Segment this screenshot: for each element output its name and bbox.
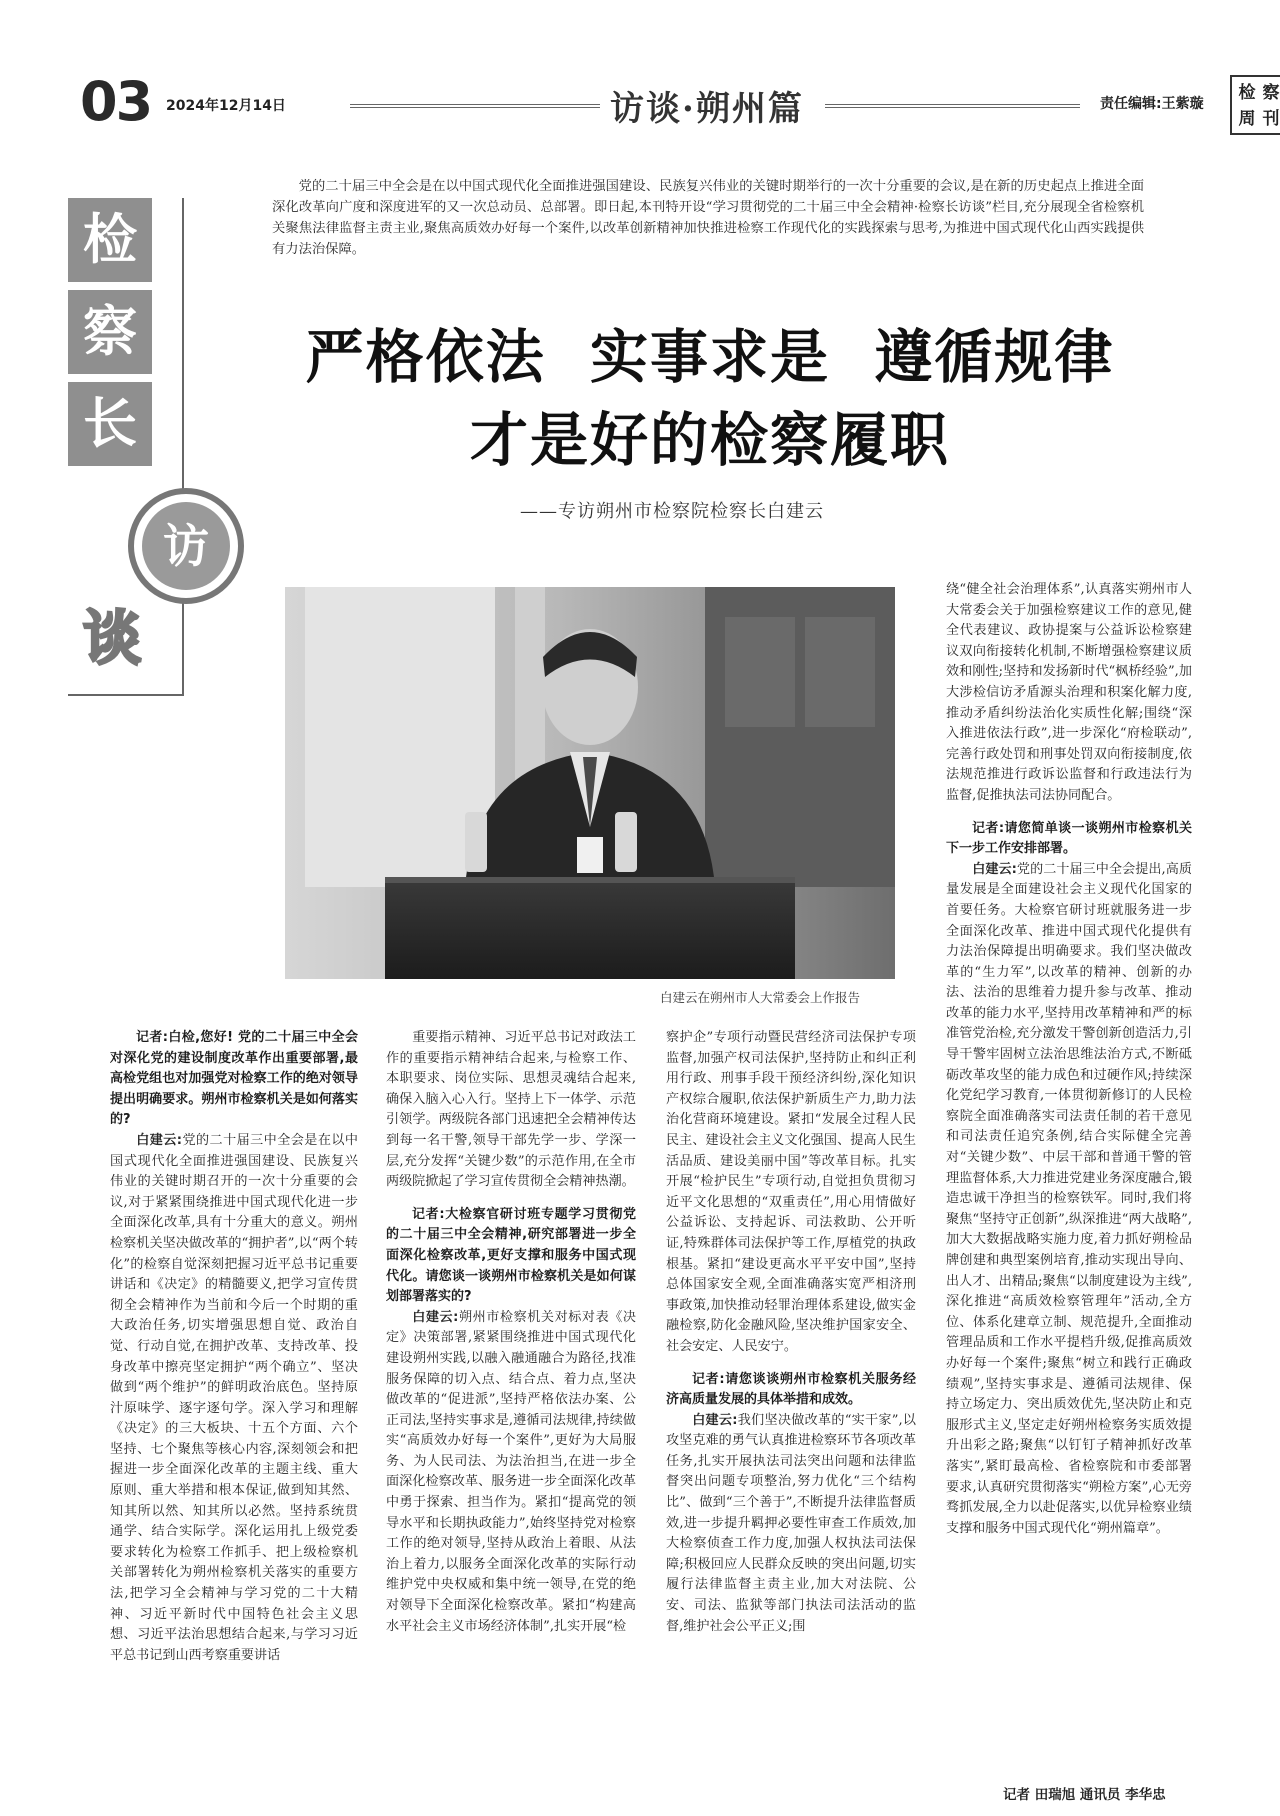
badge-char: 长: [68, 382, 152, 466]
speaker-label: 白建云:: [412, 1309, 459, 1325]
body-paragraph: 绕“健全社会治理体系”,认真落实朔州市人大常委会关于加强检察建议工作的意见,健全代表建议、政协提案与公益诉讼检察建议双向衔接转化机制,不断增强检察建议质效和刚性;坚持和发扬新时代“枫桥经验”,加大涉检信访矛盾源头治理和积案化解力度,推动矛盾纠纷法治化实质性化解;围绕“深入推进依法行政”,进一步深化“府检联动”,完善行政处罚和刑事处罚双向衔接制度,依法规范推进行政诉讼监督和行政违法行为监督,促推执法司法协同配合。: [946, 582, 1192, 803]
speaker-label: 白建云:: [692, 1412, 738, 1428]
badge-char: 谈: [82, 604, 141, 672]
byline: 记者 田瑞旭 通讯员 李华忠: [1003, 1787, 1166, 1803]
body-paragraph: 重要指示精神、习近平总书记对政法工作的重要指示精神结合起来,与检察工作、本职要求、岗位实际、思想灵魂结合起来,确保入脑入心入行。坚持上下一体学、示范引领学。两级院各部门迅速把全会精神传达到每一名干警,领导干部先学一步、学深一层,充分发挥“关键少数”的示范作用,在全市两级院掀起了学习宣传贯彻全会精神热潮。: [386, 1030, 636, 1190]
answer-paragraph: [110, 1131, 358, 1666]
logo-char: 周: [1238, 109, 1256, 129]
page-header: [80, 70, 1280, 140]
speaker-label: 白建云:: [972, 861, 1017, 877]
intro-paragraph: 党的二十届三中全会是在以中国式现代化全面推进强国建设、民族复兴伟业的关键时期举行的一次十分重要的会议,是在新的历史起点上推进全面深化改革向广度和深度进军的又一次总动员、总部署。即日起,本刊特开设“学习贯彻党的二十届三中全会精神·检察长访谈”栏目,充分展现全省检察机关聚焦法律监督主责主业,聚焦高质效办好每一个案件,以改革创新精神加快推进检察工作现代化的实践探索与思考,为推进中国式现代化山西实践提供有力法治保障。: [272, 179, 1144, 257]
headline-line-1: 严格依法 实事求是 遵循规律: [305, 323, 1115, 391]
publication-logo: [1230, 75, 1280, 135]
article-photo: [285, 587, 895, 979]
article-column-2: [386, 1028, 636, 1780]
logo-char: 刊: [1262, 109, 1280, 129]
header-rule-left: [350, 104, 600, 108]
badge-char: 察: [68, 290, 152, 374]
reporter-question: 记者:请您谈谈朔州市检察机关服务经济高质量发展的具体举措和成效。: [666, 1371, 916, 1408]
header-rule-right: [825, 104, 1080, 108]
body-paragraph: 察护企”专项行动暨民营经济司法保护专项监督,加强产权司法保护,坚持防止和纠正利用行政、刑事手段干预经济纠纷,深化知识产权综合履职,依法保护新质生产力,助力法治化营商环境建设。紧扣“发展全过程人民民主、建设社会主义文化强国、提高人民生活品质、建设美丽中国”等改革目标。扎实开展“检护民生”专项行动,自觉担负贯彻习近平文化思想的“双重责任”,用心用情做好公益诉讼、支持起诉、司法救助、公开听证,特殊群体司法保护等工作,厚植党的执政根基。紧扣“建设更高水平平安中国”,坚持总体国家安全观,全面准确落实宽严相济刑事政策,加快推动轻罪治理体系建设,做实金融检察,防化金融风险,坚决维护国家安全、社会安定、人民安宁。: [666, 1030, 916, 1354]
responsible-editor: 责任编辑:王紫璇: [1100, 96, 1204, 112]
article-column-1: [110, 1028, 358, 1780]
answer-paragraph: [386, 1308, 636, 1638]
badge-line: [68, 694, 184, 696]
answer-text: 朔州市检察机关对标对表《决定》决策部署,紧紧围绕推进中国式现代化建设朔州实践,以融入融通融合为路径,找准服务保障的切入点、结合点、着力点,坚决做改革的“促进派”,坚持严格依法办案、公正司法,坚持实事求是,遵循司法规律,持续做实“高质效办好每一个案件”,更好为大局服务、为人民司法、为法治担当,在进一步全面深化检察改革、服务进一步全面深化改革中勇于探索、担当作为。紧扣“提高党的领导水平和长期执政能力”,始终坚持党对检察工作的绝对领导,坚持从政治上着眼、从法治上着力,以服务全面深化改革的实际行动维护党中央权威和集中统一领导,在党的绝对领导下全面深化检察改革。紧扣“构建高水平社会主义市场经济体制”,扎实开展“检: [386, 1309, 636, 1634]
article-column-3: [666, 1028, 916, 1780]
reporter-question: 记者:白检,您好! 党的二十届三中全会对深化党的建设制度改革作出重要部署,最高检党组也对加强党对检察工作的绝对领导提出明确要求。朔州市检察机关是如何落实的?: [110, 1030, 358, 1128]
section-title: 访谈·朔州篇: [610, 89, 804, 129]
subtitle: ——专访朔州市检察院检察长白建云: [520, 501, 824, 522]
badge-char: 访: [142, 502, 230, 590]
badge-char: 检: [68, 198, 152, 282]
answer-text: 党的二十届三中全会是在以中国式现代化全面推进强国建设、民族复兴伟业的关键时期召开的一次十分重要的会议,对于紧紧围绕推进中国式现代化进一步全面深化改革,具有十分重大的意义。朔州检察机关坚决做改革的“拥护者”,以“两个转化”的检察自觉深刻把握习近平总书记重要讲话和《决定》的精髓要义,把学习宣传贯彻全会精神作为当前和今后一个时期的重大政治任务,切实增强思想自觉、政治自觉、行动自觉,在拥护改革、支持改革、投身改革中擦亮坚定拥护“两个确立”、坚决做到“两个维护”的鲜明政治底色。坚持原汁原味学、逐字逐句学。深入学习和理解《决定》的三大板块、十五个方面、六个坚持、七个聚焦等核心内容,深刻领会和把握进一步全面深化改革的主题主线、重大原则、重大举措和根本保证,做到知其然、知其所以然、知其所以必然。坚持系统贯通学、结合实际学。深化运用扎上级党委要求转化为检察工作抓手、把上级检察机关部署转化为朔州检察机关落实的重要方法,把学习全会精神与学习党的二十大精神、习近平新时代中国特色社会主义思想、习近平法治思想结合起来,与学习习近平总书记到山西考察重要讲话: [110, 1132, 358, 1663]
badge-line: [182, 598, 184, 696]
answer-text: 我们坚决做改革的“实干家”,以攻坚克难的勇气认真推进检察环节各项改革任务,扎实开展执法司法突出问题和法律监督突出问题专项整治,努力优化“三个结构比”、做到“三个善于”,不断提升法律监督质效,进一步提升羁押必要性审查工作质效,加大检察侦查工作力度,加强人权执法司法保障;积极回应人民群众反映的突出问题,切实履行法律监督主责主业,加大对法院、公安、司法、监狱等部门执法司法活动的监督,维护社会公平正义;围: [666, 1412, 916, 1634]
headline-line-2: 才是好的检察履职: [469, 406, 950, 474]
reporter-question: 记者:请您简单谈一谈朔州市检察机关下一步工作安排部署。: [946, 820, 1192, 857]
article-column-4: [946, 580, 1192, 1780]
photo-illustration: [285, 587, 895, 979]
publication-date: 2024年12月14日: [166, 98, 286, 114]
photo-caption: 白建云在朔州市人大常委会上作报告: [660, 990, 861, 1005]
answer-paragraph: [666, 1411, 916, 1638]
reporter-question: 记者:大检察官研讨班专题学习贯彻党的二十届三中全会精神,研究部署进一步全面深化检察改革,更好支撑和服务中国式现代化。请您谈一谈朔州市检察机关是如何谋划部署落实的?: [386, 1206, 636, 1305]
page-number: 03: [80, 70, 152, 133]
answer-text: 党的二十届三中全会提出,高质量发展是全面建设社会主义现代化国家的首要任务。大检察官研讨班就服务进一步全面深化改革、推进中国式现代化提供有力法治保障提出明确要求。我们坚决做改革的“生力军”,以改革的精神、创新的办法、法治的思维着力提升参与改革、推动改革的能力水平,坚持用改革精神和严的标准管党治检,充分激发干警创新创造活力,引导干警牢固树立法治思维法治方式,不断砥砺改革攻坚的能力成色和过硬作风;持续深化党纪学习教育,一体贯彻新修订的人民检察院全面准确落实司法责任制的若干意见和司法责任追究条例,结合实际健全完善对“关键少数”、中层干部和普通干警的管理监督体系,大力推进党建业务深度融合,锻造忠诚干净担当的检察铁军。同时,我们将聚焦“坚持守正创新”,纵深推进“两大战略”,加大大数据战略实施力度,着力抓好朔检品牌创建和典型案例培育,推动实现出导向、出人才、出精品;聚焦“以制度建设为主线”,深化推进“高质效检察管理年”活动,全方位、体系化建章立制、规范提升,全面推动管理品质和工作水平提档升级,促推高质效办好每一个案件;聚焦“树立和践行正确政绩观”,坚持实事求是、遵循司法规律、保持立场定力、突出质效优先,坚决防止和克服形式主义,坚定走好朔州检察务实质效提升出彩之路;聚焦“以钉钉子精神抓好改革落实”,紧盯最高检、省检察院和市委部署要求,认真研究贯彻落实“朔检方案”,心无旁骛抓发展,全力以赴促落实,以优异检察业绩支撑和服务中国式现代化“朔州篇章”。: [946, 861, 1192, 1536]
logo-char: 检: [1238, 83, 1256, 103]
logo-char: 察: [1262, 83, 1280, 103]
badge-circle: [128, 488, 244, 604]
answer-paragraph: [946, 860, 1192, 1540]
speaker-label: 白建云:: [136, 1132, 183, 1148]
